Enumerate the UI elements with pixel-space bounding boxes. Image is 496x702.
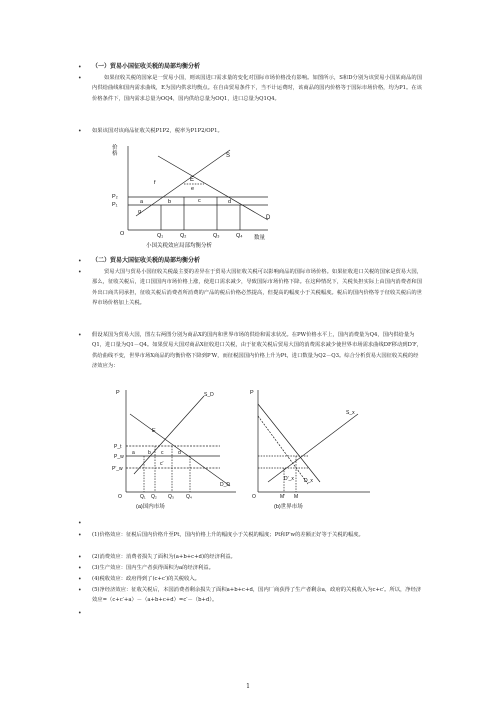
area-e-label: e (191, 186, 195, 192)
section-1-paragraph-2: 如果该国对该商品征收关税P1P2，税率为P1P2/OP1。 (92, 128, 223, 134)
y-axis-label-1: 价 (112, 145, 118, 151)
left-q2-label: Q₂ (151, 494, 157, 500)
left-equilibrium-label: E (152, 428, 156, 434)
left-caption: (a)国内市场 (136, 504, 165, 510)
left-q3-label: Q₃ (168, 494, 174, 500)
effect-item-1: (1)价格效应：征税后国内价格升至Pt，国内价格上升的幅度小于关税的幅度；Pt和P′w的差额正好等于关税的幅度。 (92, 532, 364, 538)
effect-3-block (78, 563, 422, 573)
left-area-b-label: b (148, 450, 151, 456)
world-demand-shifted-label: D′_x (284, 476, 294, 482)
area-c-label: c (198, 198, 201, 204)
price-pt-label: P_t (114, 444, 122, 450)
effect-item-5: (5)净经济效应：征收关税后，本国消费者剩余损失了面积a+b+c+d，国内厂商获得了生产者剩余a，政府的关税收入为c+c′。所以，净经济效应=（c+c′+a）－（a+b+c+d）=c′－（b+d）。 (92, 587, 422, 604)
large-country-tariff-figure (108, 384, 408, 514)
right-origin-label: O (252, 494, 256, 500)
q4-label: Q₄ (236, 233, 243, 239)
left-area-d-label: d (178, 450, 181, 456)
price-pw-label: P_w (114, 454, 124, 460)
demand-curve-label: D (266, 215, 271, 221)
section-1-para1-block (78, 73, 422, 104)
bullet: • (78, 587, 82, 594)
left-price-axis-label: P (116, 390, 120, 396)
domestic-supply-label: S_D (204, 392, 214, 398)
area-a-label: a (140, 199, 144, 205)
bullet: • (78, 258, 82, 265)
effect-item-4: (4)税收效应：政府得到了(c+c′)的关税收入。 (92, 576, 200, 582)
origin-label: O (120, 231, 125, 237)
bullet: • (78, 75, 82, 82)
bullet: • (78, 64, 82, 71)
effect-item-2: (2)消费效应：消费者损失了面积为(a+b+c+d)的经济利益。 (92, 554, 236, 560)
section-1-heading-block (78, 62, 422, 72)
page-number: 1 (246, 683, 250, 690)
left-area-a-label: a (132, 450, 135, 456)
effect-2-block (78, 552, 422, 562)
domestic-demand-label: D_D (220, 482, 231, 488)
left-q1-label: Q₁ (140, 494, 146, 500)
section-2-heading: （二）贸易大国征收关税的局部均衡分析 (92, 257, 201, 264)
bullet: • (78, 128, 82, 135)
document-page: • （一）贸易小国征收关税的局部均衡分析 • 如果征收关税的国家是一贸易小国，则该国进口需求量的变化对国际市场价格没有影响。如图所示，S和D分别为该贸易小国某商品的国内供给曲线和国内需求曲线，E为国内供求均衡点。在自由贸易条件下，当不计运费时，该商品的国内价格等于国际市场价格，均为P1。在该价格条件下，国内需求总量为OQ4，国内供给总量为OQ1，进口总量为Q1Q4。 • 如果该国对该商品征收关税P1P2，税率为P1P2/OP1。 价 格 S D E f e P₂ P₁ a b c d g O Q₁ Q₂ Q₃ Q₄ 数量 小国关税效应局部均衡分析 • （二）贸易大国征收关税的局部均衡分析 • 贸易大国与贸易小国征收关税最主要的差异在于贸易大国征收关税可以影响商品的国际市场价格。如果征收进口关税的国家是贸易大国，那么，征收关税后，进口国国内市场价格上涨，使进口需求减少，导致国际市场价格下降。在这种情况下，关税负担实际上由国内消费者和国外出口商共同承担，征收关税后消费者所消费的产品的税后价格必然提高，但提高的幅度小于关税幅度。税后的国内价格等于征收关税后的世界市场价格加上关税。 • 假设某国为贸易大国，图左右两图分别为商品X的国内和世界市场的供给和需求状况。在PW价格水平上，国内消费量为Q4，国内供给量为Q1，进口量为Q1－Q4。如果贸易大国对商品X征收进口关税，由于征收关税后贸易大国的消费需求减少使世界市场需求曲线DF移动到D′F，供给曲线不变，世界市场X商品的均衡价格下降到P′W，而征税国国内价格上升为Pt，进口数量为Q2－Q3。综合分析贸易大国征收关税的经济效应为： P S_D E P_t P_w P′_w a b c d c′ D_D O Q₁ Q₂ Q₃ Q₄ (a)国内市场 P S_x D_x D′_x O M′ M (b)世界市场 • • (1)价格效应：征税后国内价格升至Pt，国内价格上升的幅度小于关税的幅度；Pt和P′w的差额正好等于关税的幅度。 • (2)消费效应：消费者损失了面积为(a+b+c+d)的经济利益。 • (3)生产效应：国内生产者获得面积为a的经济利益。 • (4)税收效应：政府得到了(c+c′)的关税收入。 • (5)净经济效应：征收关税后，本国消费者剩余损失了面积a+b+c+d，国内厂商获得了生产者剩余a，政府的关税收入为c+c′。所以，净经济效应=（c+c′+a）－（a+b+c+d）=c′－（b+d）。 • 1 (0, 0, 496, 702)
q2-label: Q₂ (180, 233, 187, 239)
area-b-label: b (168, 199, 172, 205)
world-demand-label: D_x (304, 478, 313, 484)
effect-5-block (78, 585, 422, 606)
effect-item-3: (3)生产效应：国内生产者获得面积为a的经济利益。 (92, 565, 214, 571)
small-country-tariff-figure (108, 138, 288, 252)
y-axis-label-2: 格 (112, 151, 118, 157)
world-supply-label: S_x (346, 410, 355, 416)
effect-4-block (78, 574, 422, 584)
effect-1-block (78, 530, 422, 540)
x-axis-label: 数量 (254, 235, 266, 241)
section-2-heading-block (78, 256, 422, 266)
price-p2-label: P₂ (112, 194, 118, 200)
bullet: • (78, 576, 82, 583)
supply-curve-label: S (226, 153, 231, 159)
left-area-c-label: c (161, 450, 164, 456)
section-2-para1-block (78, 267, 422, 309)
left-origin-label: O (118, 494, 122, 500)
equilibrium-label: E (190, 177, 195, 183)
area-g-label: g (138, 209, 142, 215)
section-2-paragraph-1: 贸易大国与贸易小国征收关税最主要的差异在于贸易大国征收关税可以影响商品的国际市场价格。如果征收进口关税的国家是贸易大国，那么，征收关税后，进口国国内市场价格上涨，使进口需求减少，导致国际市场价格下降。在这种情况下，关税负担实际上由国内消费者和国外出口商共同承担，征收关税后消费者所消费的产品的税后价格必然提高，但提高的幅度小于关税幅度。税后的国内价格等于征收关税后的世界市场价格加上关税。 (92, 269, 422, 307)
area-f-label: f (154, 180, 156, 186)
section-2-paragraph-2: 假设某国为贸易大国，图左右两图分别为商品X的国内和世界市场的供给和需求状况。在PW价格水平上，国内消费量为Q4，国内供给量为Q1，进口量为Q1－Q4。如果贸易大国对商品X征收进口关税，由于征收关税后贸易大国的消费需求减少使世界市场需求曲线DF移动到D′F，供给曲线不变，世界市场X商品的均衡价格下降到P′W，而征税国国内价格上升为Pt，进口数量为Q2－Q3。综合分析贸易大国征收关税的经济效应为： (92, 332, 422, 370)
left-q4-label: Q₄ (186, 494, 192, 500)
bullet: • (78, 332, 82, 339)
bullet: • (78, 565, 82, 572)
q1-label: Q₁ (157, 233, 164, 239)
area-d-label: d (228, 199, 232, 205)
price-p1-label: P₁ (112, 202, 118, 208)
bullet: • (78, 554, 82, 561)
q3-label: Q₃ (213, 233, 220, 239)
section-1-paragraph-1: 如果征收关税的国家是一贸易小国，则该国进口需求量的变化对国际市场价格没有影响。如图所示，S和D分别为该贸易小国某商品的国内供给曲线和国内需求曲线，E为国内供求均衡点。在自由贸易条件下，当不计运费时，该商品的国内价格等于国际市场价格，均为P1。在该价格条件下，国内需求总量为OQ4，国内供给总量为OQ1，进口总量为Q1Q4。 (92, 75, 422, 102)
price-pw-prime-label: P′_w (112, 466, 123, 472)
bullet: • (78, 532, 82, 539)
m-label: M (294, 494, 299, 500)
section-1-para2-block (78, 126, 422, 136)
left-area-c-prime-label: c′ (160, 461, 164, 467)
section-1-heading: （一）贸易小国征收关税的局部均衡分析 (92, 63, 201, 70)
right-caption: (b)世界市场 (274, 504, 303, 510)
right-price-axis-label: P (250, 390, 254, 396)
figure-1-caption: 小国关税效应局部均衡分析 (146, 243, 213, 249)
section-2-para2-block (78, 330, 422, 372)
bullet: • (78, 269, 82, 276)
m-prime-label: M′ (280, 494, 286, 500)
